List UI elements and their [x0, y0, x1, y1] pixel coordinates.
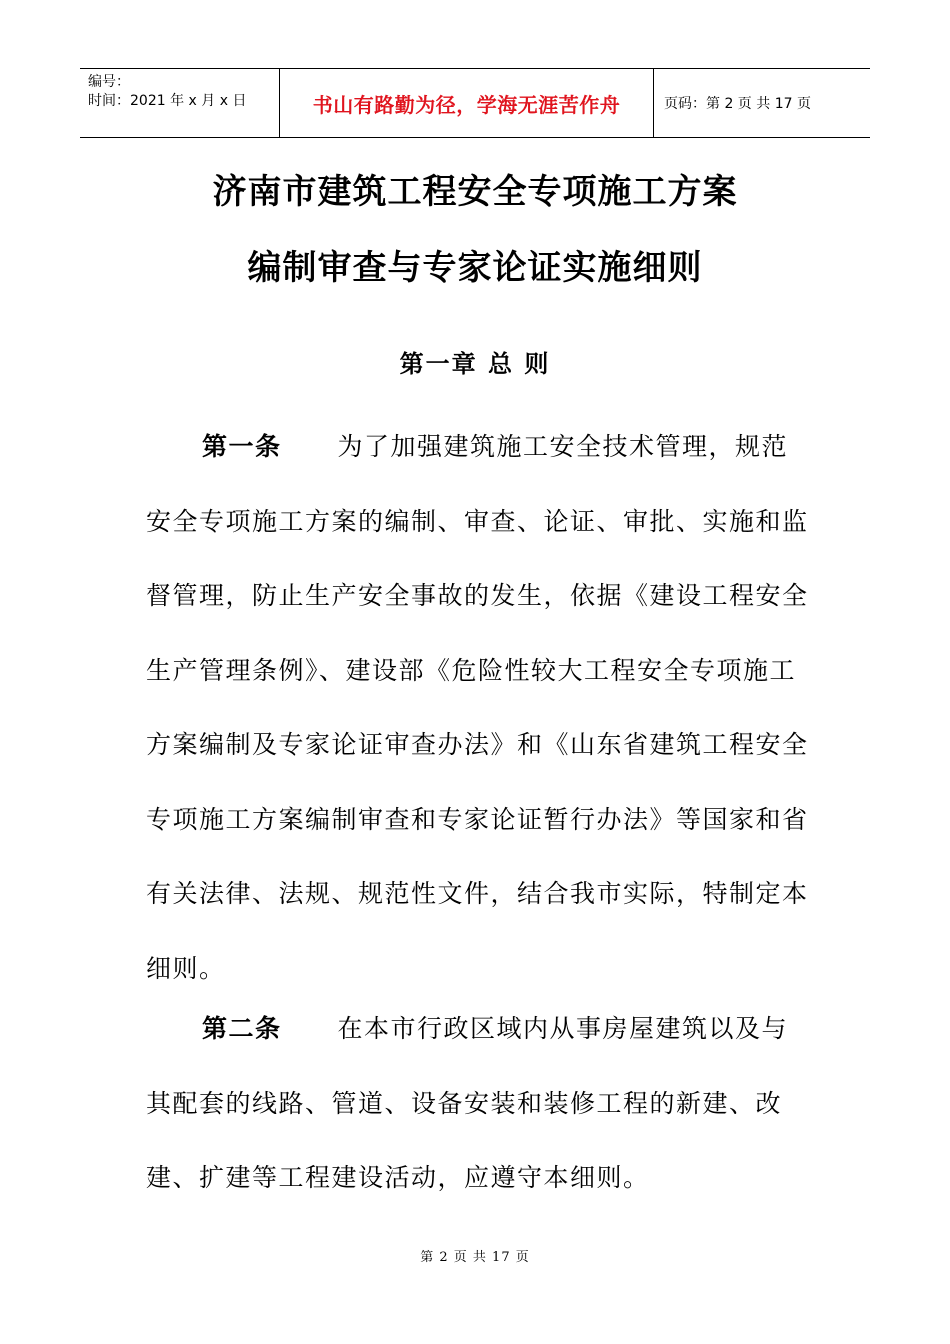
- article-2-label: 第二条: [202, 1014, 282, 1043]
- header-number-label: 编号：: [88, 74, 130, 90]
- document-title-line2: 编制审查与专家论证实施细则: [247, 248, 703, 288]
- article-2-text: 在本市行政区域内从事房屋建筑以及与其配套的线路、管道、设备安装和装修工程的新建、改建、扩建等工程建设活动，应遵守本细则。: [146, 1014, 789, 1192]
- header-page-info: 页码：第 2 页 共 17 页: [664, 96, 811, 112]
- chapter-heading: 第一章 总 则: [399, 350, 551, 378]
- header-motto: 书山有路勤为径，学海无涯苦作舟: [280, 69, 654, 137]
- article-1: [146, 410, 810, 1006]
- page-footer: 第 2 页 共 17 页: [420, 1250, 530, 1265]
- page-header: [80, 68, 870, 138]
- header-meta-cell: [80, 69, 280, 137]
- document-title-line1: 济南市建筑工程安全专项施工方案: [212, 172, 738, 212]
- article-1-label: 第一条: [202, 432, 282, 461]
- header-time-label: 时间：2021 年 x 月 x 日: [88, 93, 247, 109]
- article-2: [146, 992, 810, 1216]
- article-1-text: 为了加强建筑施工安全技术管理，规范安全专项施工方案的编制、审查、论证、审批、实施和监督管理，防止生产安全事故的发生，依据《建设工程安全生产管理条例》、建设部《危险性较大工程安全专项施工方案编制及专家论证审查办法》和《山东省建筑工程安全专项施工方案编制审查和专家论证暂行办法》等国家和省有关法律、法规、规范性文件，结合我市实际，特制定本细则。: [146, 432, 809, 983]
